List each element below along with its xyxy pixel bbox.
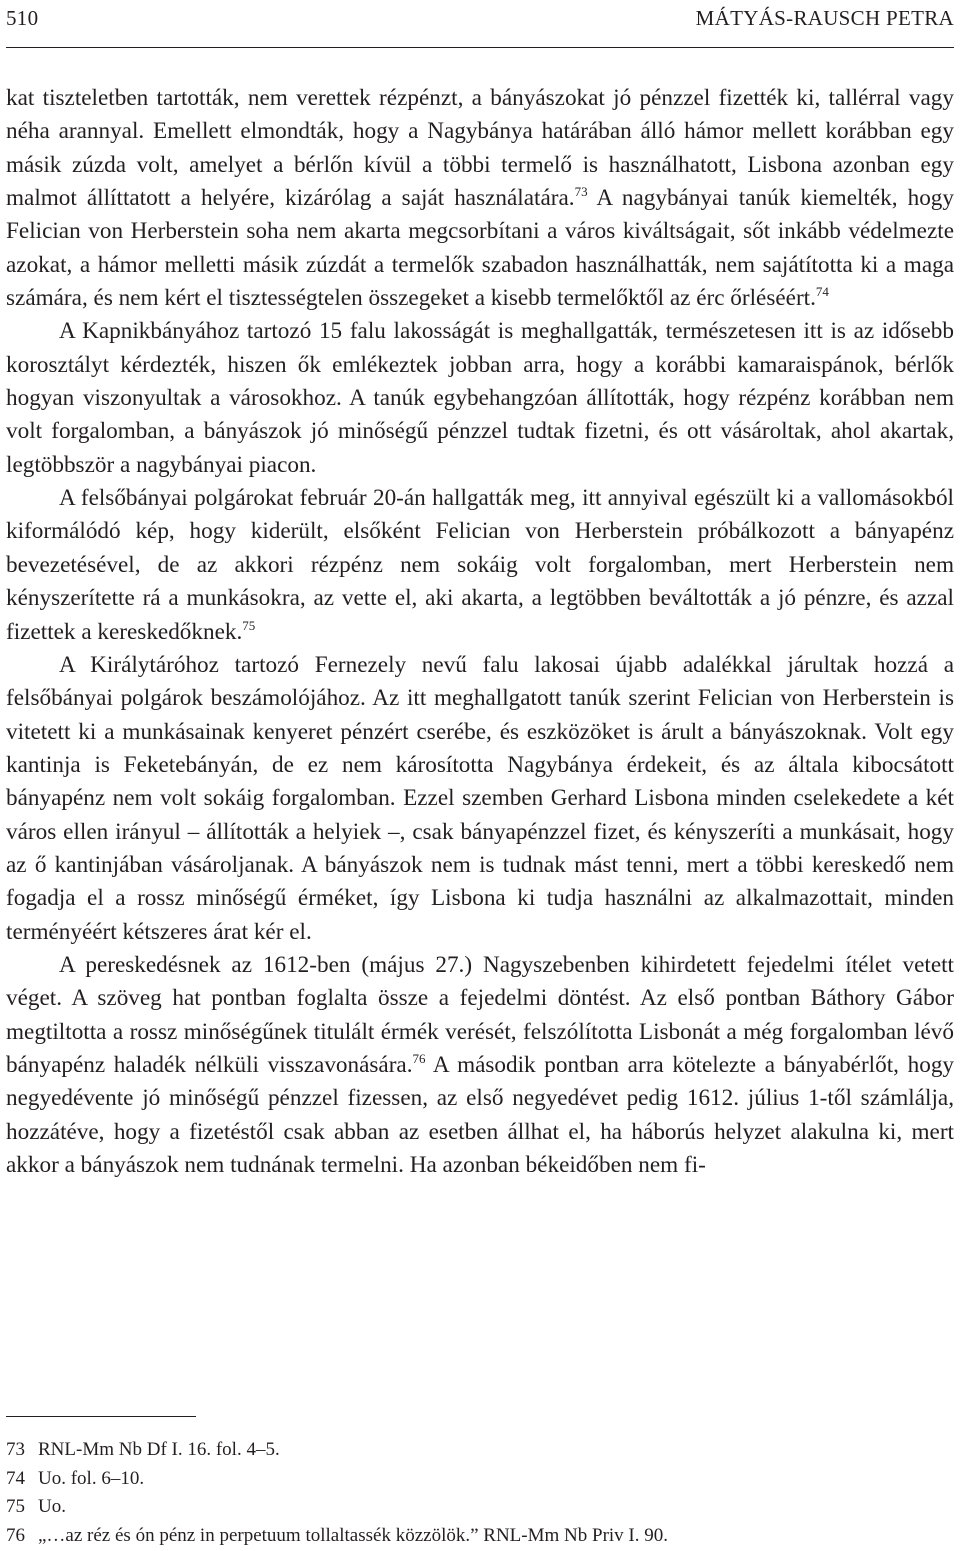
body-text [6,82,954,1182]
footnote-divider [6,1416,196,1417]
paragraph-3 [6,482,954,649]
page-number: 510 [6,6,39,30]
footnote-number: 75 [6,1496,25,1518]
header-divider [6,47,954,48]
footnote-75 [6,1493,954,1522]
paragraph-text: A felsőbányai polgárokat február 20-án hallgatták meg, itt annyival egészült ki a vallomásokból kiformálódó kép, hogy kiderült, elsőként Felician von Herberstein próbálkozott a bányapénz bevezetésével, de az akkori rézpénz nem sokáig volt forgalomban, mert Herberstein nem kényszerítette rá a munkásokra, az vette el, aki akarta, a legtöbben beváltották a jó pénzre, és azzal fizettek a kereskedőknek. [6,485,954,645]
footnote-text: Uo. fol. 6–10. [38,1467,145,1489]
running-head-author: MÁTYÁS-RAUSCH PETRA [695,6,954,30]
footnote-ref-74[interactable]: 74 [815,284,829,300]
paragraph-4: A Királytáróhoz tartozó Fernezely nevű falu lakosai újabb adalékkal járultak hozzá a felsőbányai polgárok beszámolójához. Az itt meghallgatott tanúk szerint Felician von Herberstein is vitetett ki a munkásainak kenyeret pénzért cserébe, és eszközöket is árult a bányászoknak. Volt egy kantinja is Feketebányán, de ez nem károsította Nagybánya érdekeit, és az általa kibocsátott bányapénz nem volt sokáig forgalomban. Ezzel szemben Gerhard Lisbona minden cselekedete a két város ellen irányul – állították a helyiek –, csak bányapénzzel fizet, és kényszeríti a munkásait, hogy az ő kantinjában vásároljanak. A bányászok nem is tudnak mást tenni, mert a többi kereskedő nem fogadja el a rossz minőségű érméket, így Lisbona ki tudja használni az alkalmazottait, minden terményéért kétszeres árat kér el. [6,651,954,945]
footnote-76 [6,1522,954,1551]
footnote-number: 76 [6,1525,25,1547]
footnote-text: „…az réz és ón pénz in perpetuum tollaltassék közzölök.” RNL-Mm Nb Priv I. 90. [38,1525,668,1547]
paragraph-5 [6,949,954,1182]
footnote-text: Uo. [38,1496,66,1518]
running-head [6,6,954,36]
footnote-ref-73[interactable]: 73 [574,184,588,200]
footnote-ref-75[interactable]: 75 [242,617,256,633]
paragraph-text: A nagybányai tanúk kiemelték, hogy Felician von Herberstein soha nem akarta megcsorbítani a város kiváltságait, sőt inkább védelmezte azokat, a hámor melletti másik zúzdát a termelők szabadon használhatták, nem sajátította ki a maga számára, és nem kért el tisztességtelen összegeket a kisebb termelőktől az érc őrléséért. [6,185,954,312]
footnote-number: 74 [6,1467,25,1489]
paragraph-text: kat tiszteletben tartották, nem verettek rézpénzt, a bányászokat jó pénzzel fizették ki, tallérral vagy néha arannyal. Emellett elmondták, hogy a Nagybánya határában álló hámor mellett korábban egy másik zúzda volt, amelyet a bérlőn kívül a többi termelő is használhatott, Lisbona azonban egy malmot állíttatott a helyére, kizárólag a saját használatára. [6,85,954,212]
footnote-73 [6,1436,954,1465]
paragraph-text: A második pontban arra kötelezte a bányabérlőt, hogy negyedévente jó minőségű pénzzel fizessen, az első negyedévet pedig 1612. július 1-től számlálja, hozzátéve, hogy a fizetéstől csak abban az esetben állhat el, ha háborús helyzet alakulna ki, mert akkor a bányászok nem tudnának termelni. Ha azonban békeidőben nem fi- [6,1051,955,1178]
paragraph-2: A Kapnikbányához tartozó 15 falu lakosságát is meghallgatták, természetesen itt is az idősebb korosztályt kérdezték, hiszen ők emlékeztek jobban arra, hogy a korábbi kamaraispánok, bérlők hogyan viszonyultak a városokhoz. A tanúk egybehangzóan állították, hogy rézpénz korábban nem volt forgalomban, a bányászok jó minőségű pénzzel tudtak fizetni, és ott vásároltak, ahol akartak, legtöbbször a nagybányai piacon. [6,318,954,478]
paragraph-text: A pereskedésnek az 1612-ben (május 27.) Nagyszebenben kihirdetett fejedelmi ítélet vetett véget. A szöveg hat pontban foglalta össze a fejedelmi döntést. Az első pontban Báthory Gábor megtiltotta a rossz minőségűnek titulált érmék verését, felszólította Lisbonát a még forgalomban lévő bányapénz haladék nélküli visszavonására. [6,951,954,1078]
paragraph-1 [6,82,954,315]
footnote-text: RNL-Mm Nb Df I. 16. fol. 4–5. [38,1439,280,1460]
footnote-ref-76[interactable]: 76 [412,1050,426,1066]
footnotes [6,1436,954,1551]
footnote-74 [6,1465,954,1494]
footnote-number: 73 [6,1439,25,1460]
